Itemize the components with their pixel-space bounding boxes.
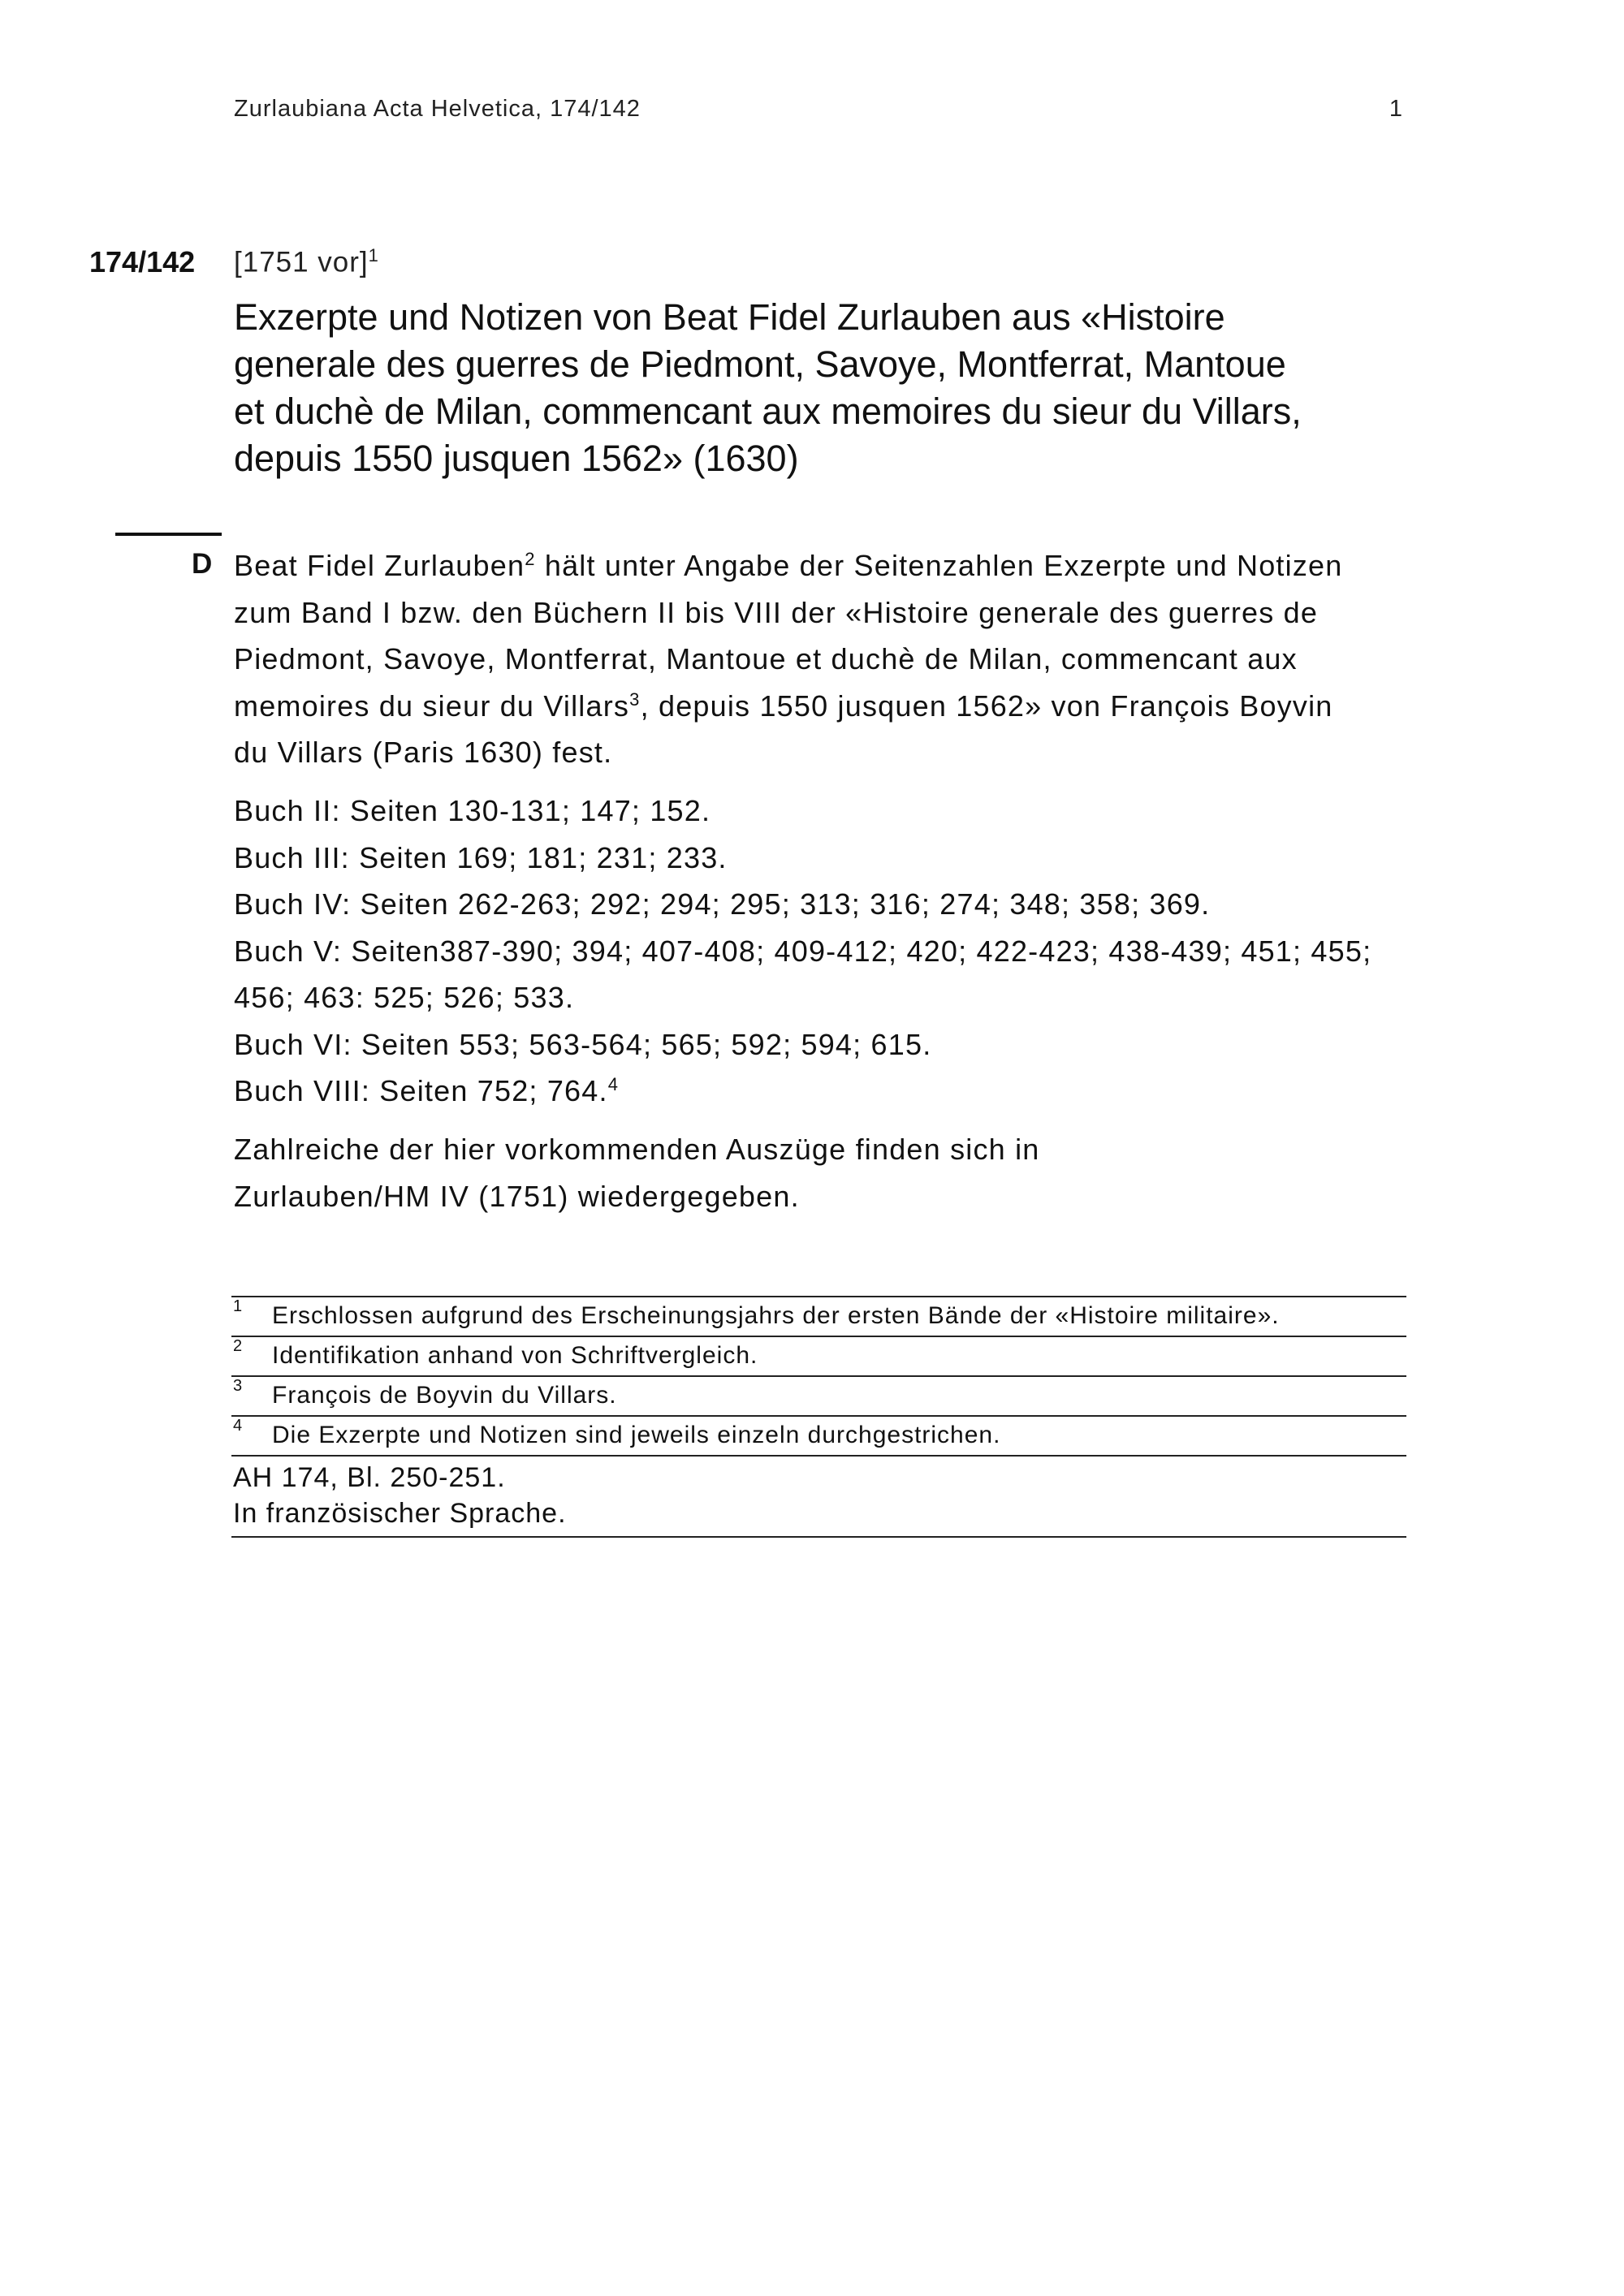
- footnote-number: 1: [233, 1297, 244, 1315]
- title-line: Exzerpte und Notizen von Beat Fidel Zurlauben aus «Histoire: [234, 296, 1225, 338]
- text: Buch VIII: Seiten 752; 764.: [234, 1074, 608, 1107]
- footnote-ref: 3: [629, 688, 641, 710]
- footnote-number: 2: [233, 1337, 244, 1355]
- footnote: [231, 1296, 1406, 1336]
- footnote: [231, 1336, 1406, 1375]
- footnote-text: François de Boyvin du Villars.: [272, 1382, 617, 1409]
- footnote: [231, 1375, 1406, 1415]
- section-marker: D: [192, 548, 213, 580]
- running-title: Zurlaubiana Acta Helvetica, 174/142: [234, 96, 641, 122]
- footnote-number: 4: [233, 1417, 244, 1435]
- footnote-text: Erschlossen aufgrund des Erscheinungsjahrs der ersten Bände der «Histoire militaire».: [272, 1302, 1280, 1329]
- text: memoires du sieur du Villars: [234, 688, 630, 723]
- closing-paragraph: [234, 1126, 1411, 1219]
- book-list-item: Buch III: Seiten 169; 181; 231; 233.: [234, 840, 728, 874]
- footnote-ref: 4: [607, 1074, 620, 1094]
- title-line: et duchè de Milan, commencant aux memoires du sieur du Villars,: [234, 391, 1302, 432]
- closing-line: Zurlauben/HM IV (1751) wiedergegeben.: [234, 1179, 800, 1213]
- footnotes: [231, 1296, 1406, 1538]
- summary-line: zum Band I bzw. den Büchern II bis VIII der «Histoire generale des guerres de: [234, 595, 1319, 629]
- summary-line: du Villars (Paris 1630) fest.: [234, 736, 613, 769]
- document-number: 174/142: [89, 245, 196, 278]
- book-list: [234, 788, 1411, 1115]
- source-block: [231, 1455, 1406, 1538]
- book-list-item: 456; 463: 525; 526; 533.: [234, 981, 575, 1014]
- book-list-item: Buch II: Seiten 130-131; 147; 152.: [234, 794, 711, 827]
- document-date: [234, 245, 379, 279]
- text: , depuis 1550 jusquen 1562» von François Boyvin: [640, 688, 1333, 723]
- footnote-text: Identifikation anhand von Schriftvergleich.: [272, 1342, 758, 1369]
- summary-line: [234, 542, 1411, 589]
- footnote-text: Die Exzerpte und Notizen sind jeweils einzeln durchgestrichen.: [272, 1422, 1001, 1448]
- summary-line: [234, 683, 1411, 730]
- document-title: [234, 294, 1403, 482]
- closing-line: Zahlreiche der hier vorkommenden Auszüge finden sich in: [234, 1133, 1040, 1166]
- title-line: generale des guerres de Piedmont, Savoye, Montferrat, Mantoue: [234, 343, 1286, 385]
- page-number: 1: [1389, 96, 1403, 122]
- footnote-ref: 1: [368, 245, 379, 265]
- text: hält unter Angabe der Seitenzahlen Exzerpte und Notizen: [535, 549, 1343, 582]
- date-text: [1751 vor]: [234, 246, 369, 278]
- footnote: [231, 1415, 1406, 1455]
- text: Beat Fidel Zurlauben: [234, 549, 525, 582]
- footnote-number: 3: [233, 1377, 244, 1395]
- book-list-item: [234, 1068, 1411, 1115]
- source-language: In französischer Sprache.: [233, 1498, 567, 1529]
- footnote-ref: 2: [525, 549, 536, 569]
- section-rule: [115, 533, 222, 536]
- title-line: depuis 1550 jusquen 1562» (1630): [234, 438, 799, 479]
- book-list-item: Buch IV: Seiten 262-263; 292; 294; 295; 313; 316; 274; 348; 358; 369.: [234, 887, 1211, 921]
- book-list-item: Buch VI: Seiten 553; 563-564; 565; 592; 594; 615.: [234, 1027, 932, 1061]
- summary-line: Piedmont, Savoye, Montferrat, Mantoue et duchè de Milan, commencant aux: [234, 642, 1298, 675]
- book-list-item: Buch V: Seiten387-390; 394; 407-408; 409-412; 420; 422-423; 438-439; 451; 455;: [234, 934, 1372, 968]
- running-head: [234, 96, 1403, 123]
- summary-paragraph: [234, 542, 1411, 776]
- source-reference: AH 174, Bl. 250-251.: [233, 1462, 506, 1493]
